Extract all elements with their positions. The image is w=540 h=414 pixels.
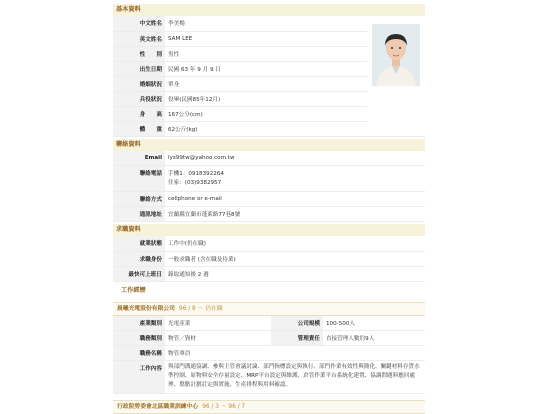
company-size-label: 公司規模 xyxy=(271,316,323,331)
basic-label: 性 別 xyxy=(113,46,165,61)
contact-section-title: 聯絡資料 xyxy=(113,139,425,151)
management-label: 管理責任 xyxy=(271,331,323,346)
company-header xyxy=(113,302,425,316)
photo-cell xyxy=(367,16,425,136)
company-detail-table xyxy=(113,316,425,395)
basic-value: SAM LEE xyxy=(165,31,367,46)
basic-value: 男性 xyxy=(165,46,367,61)
company-dates: 96 / 3 ～ 96 / 7 xyxy=(202,404,246,410)
phone-home: 住家：(03)9382957 xyxy=(168,179,222,186)
address-value: 宜蘭縣宜蘭市蓬萊路77巷8號 xyxy=(165,207,425,222)
company-name: 行政院勞委會北區職業訓練中心 xyxy=(117,404,199,410)
basic-value: 單身 xyxy=(165,76,367,91)
basic-label: 身 高 xyxy=(113,106,165,121)
industry-value: 光電產業 xyxy=(165,316,271,331)
job-label: 就業狀態 xyxy=(113,236,165,251)
job-value: 工作中(仍在職) xyxy=(165,236,425,251)
basic-label: 兵役狀況 xyxy=(113,91,165,106)
job-content-label: 工作內容 xyxy=(113,361,165,394)
job-category-value: 物管／資材 xyxy=(165,331,271,346)
address-label: 通訊地址 xyxy=(113,207,165,222)
basic-label: 出生日期 xyxy=(113,61,165,76)
industry-label: 產業類別 xyxy=(113,316,165,331)
job-table xyxy=(113,236,425,282)
profile-photo xyxy=(372,24,420,86)
email-value[interactable]: lys99tw@yahoo.com.tw xyxy=(165,151,425,166)
job-value: 一般求職者 (含在職及待業) xyxy=(165,251,425,266)
contact-method-value: cellphone or e-mail xyxy=(165,192,425,207)
job-section-title: 求職資料 xyxy=(113,224,425,236)
basic-label: 體 重 xyxy=(113,121,165,136)
job-label: 最快可上班日 xyxy=(113,266,165,281)
job-category-label: 職務類別 xyxy=(113,331,165,346)
contact-table xyxy=(113,151,425,223)
job-content-value: 與部門溝通協調、參與主管會議討論、部門指標設定與執行、部門作業有效性與簡化、關鍵材料存貨水準控制、原物料安全存量設定、MRP平台設定與維護、倉管作業平台系統化建置、協調問題料應回處理、盤點計劃訂定與實施、生產排程與用料確認。 xyxy=(165,361,425,394)
basic-label: 英文姓名 xyxy=(113,31,165,46)
company-header xyxy=(113,400,425,414)
phone-label: 聯絡電話 xyxy=(113,166,165,192)
contact-method-label: 聯絡方式 xyxy=(113,192,165,207)
job-label: 求職身份 xyxy=(113,251,165,266)
job-title-label: 職務名稱 xyxy=(113,346,165,361)
phone-mobile: 手機1：0918392264 xyxy=(168,170,224,177)
job-title-value: 物管專員 xyxy=(165,346,425,361)
basic-value: 167公分(cm) xyxy=(165,106,367,121)
basic-section-title: 基本資料 xyxy=(113,4,425,16)
work-section-title: 工作經歷 xyxy=(121,286,146,294)
basic-value: 役畢(民國85年12月) xyxy=(165,91,367,106)
basic-value: 李美楊 xyxy=(165,16,367,31)
phone-values xyxy=(165,166,425,192)
basic-info-table xyxy=(113,16,425,137)
basic-label: 中文姓名 xyxy=(113,16,165,31)
basic-value: 民國 63 年 9 月 9 日 xyxy=(165,61,367,76)
company-dates: 96 / 8 ～ 仍在職 xyxy=(179,305,223,312)
basic-value: 62公斤(kg) xyxy=(165,121,367,136)
basic-label: 婚姻狀況 xyxy=(113,76,165,91)
management-value: 直接管理人數約9人 xyxy=(323,331,425,346)
job-value: 錄取通知後 2 週 xyxy=(165,266,425,281)
email-label: Email xyxy=(113,151,165,166)
resume-content xyxy=(113,4,425,414)
company-size-value: 100-500人 xyxy=(323,316,425,331)
company-name: 晨曦光電股份有限公司 xyxy=(117,305,175,312)
